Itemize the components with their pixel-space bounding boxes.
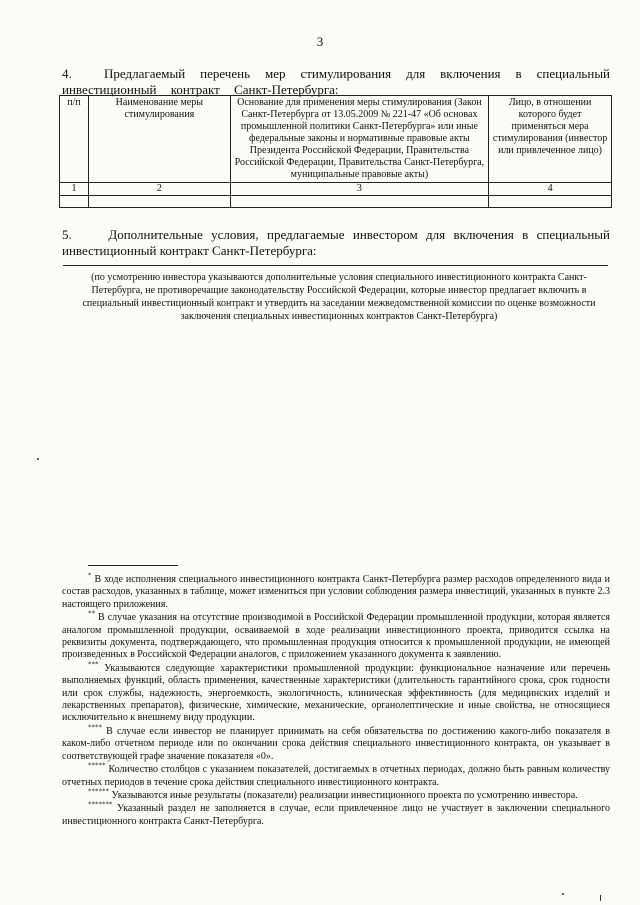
footnote-text: В случае указания на отсутствие производимой в Российской Федерации промышленной продукции, которая является аналогом промышленной продукции, осваиваемой в ходе реализации инвестиционного проекта, приводится ссылка на реквизиты документа, подтверждающего, что промышленная продукция относится к промышленной продукции, не имеющей произведенных в Российской Федерации аналогов, с приложением указанного документа к заявлению. xyxy=(62,612,610,661)
header-measure-name: Наименование меры стимулирования xyxy=(88,96,230,183)
section-5-number: 5. xyxy=(62,227,72,242)
table-header-row xyxy=(60,96,612,183)
footnote xyxy=(62,571,611,611)
footnote-mark: * xyxy=(88,571,92,580)
footnote-mark: ***** xyxy=(88,761,106,770)
footnote-text: Указываются следующие характеристики промышленной продукции: функциональное назначение или перечень выполняемых функций, область применения, качественные характеристики (длительность гарантийного срока, срок годности или срок службы, надежность, энергоемкость, экологичность, клиническая эффективность (для медицинских изделий и лекарственных препаратов), физические, химические, механические, органолептические и иные свойства, не относящиеся исключительно к внешнему виду продукции. xyxy=(62,662,610,724)
scan-speck xyxy=(37,458,39,460)
footnote-text: Указанный раздел не заполняется в случае, если привлеченное лицо не участвует в заключении специального инвестиционного контракта Санкт-Петербурга. xyxy=(62,803,610,827)
section-5-paragraph xyxy=(62,227,610,259)
footnote xyxy=(62,787,610,802)
footnote-text: Указываются иные результаты (показатели) реализации инвестиционного проекта по усмотрению инвестора. xyxy=(111,789,578,801)
footnote-text: В ходе исполнения специального инвестиционного контракта Санкт-Петербурга размер расходов определенного вида и состав расходов, указанных в таблице, может измениться при условии соблюдения размера инвестиций, указанных в пункте 2.3 настоящего приложения. xyxy=(62,574,611,610)
footnote-mark: **** xyxy=(88,723,102,732)
footnote xyxy=(62,800,610,828)
column-number-1: 1 xyxy=(60,183,89,196)
footnote-text: В случае если инвестор не планирует принимать на себя обязательства по достижению какого-либо показателя в каком-либо отчетном периоде или по окончании срока действия специального инвестиционного контракта, он указывает в соответствующей графе значение показателя «0». xyxy=(62,725,610,762)
table-cell xyxy=(88,196,230,208)
table-column-number-row xyxy=(60,183,612,196)
header-basis: Основание для применения меры стимулирования (Закон Санкт-Петербурга от 13.05.2009 № 221-47 «Об основах промышленной политики Санкт-Петербурга» или иные федеральные законы и нормативные правовые акты Президента Российской Федерации, Правительства Российской Федерации, Правительства Санкт-Петербурга, муниципальные правовые акты) xyxy=(230,96,488,183)
footnote xyxy=(62,609,610,662)
footnote xyxy=(62,660,610,725)
footnote-separator xyxy=(88,565,178,566)
footnote xyxy=(62,723,610,763)
column-number-2: 2 xyxy=(88,183,230,196)
section-4-text: Предлагаемый перечень мер стимулирования для включения в специальный инвестиционный контракт Санкт-Петербурга: xyxy=(62,66,611,97)
column-number-3: 3 xyxy=(230,183,488,196)
fill-in-line xyxy=(63,265,608,266)
section-4-paragraph xyxy=(62,66,610,98)
scan-speck xyxy=(600,895,601,901)
scan-speck xyxy=(562,893,564,895)
page-number: 3 xyxy=(316,34,324,49)
measures-table xyxy=(59,95,612,208)
section-5-text: Дополнительные условия, предлагаемые инвестором для включения в специальный инвестиционный контракт Санкт-Петербурга: xyxy=(62,227,610,258)
footnote-text: Количество столбцов с указанием показателей, достигаемых в отчетных периодах, должно быть равным количеству отчетных периодов в течение срока действия специального инвестиционного контракта. xyxy=(62,764,611,788)
header-person: Лицо, в отношении которого будет применяться мера стимулирования (инвестор или привлеченное лицо) xyxy=(489,96,612,183)
footnote-mark: ****** xyxy=(88,787,109,796)
table-cell xyxy=(60,196,89,208)
table-row xyxy=(60,196,612,208)
fill-in-note: (по усмотрению инвестора указываются дополнительные условия специального инвестиционного контракта Санкт-Петербурга, не противоречащие законодательству Российской Федерации, которые инвестор предлагает включить в специальный инвестиционный контракт и утвердить на заседании межведомственной комиссии по оценке возможности заключения специальных инвестиционных контрактов Санкт-Петербурга) xyxy=(82,272,596,322)
footnote xyxy=(62,761,611,789)
header-number: п/п xyxy=(60,96,89,183)
column-number-4: 4 xyxy=(489,183,612,196)
footnote-mark: ** xyxy=(88,609,95,618)
table-cell xyxy=(489,196,612,208)
footnote-mark: ******* xyxy=(88,800,113,809)
footnote-mark: *** xyxy=(88,660,99,669)
footnotes xyxy=(62,571,611,829)
section-4-number: 4. xyxy=(62,66,72,81)
table-cell xyxy=(230,196,488,208)
